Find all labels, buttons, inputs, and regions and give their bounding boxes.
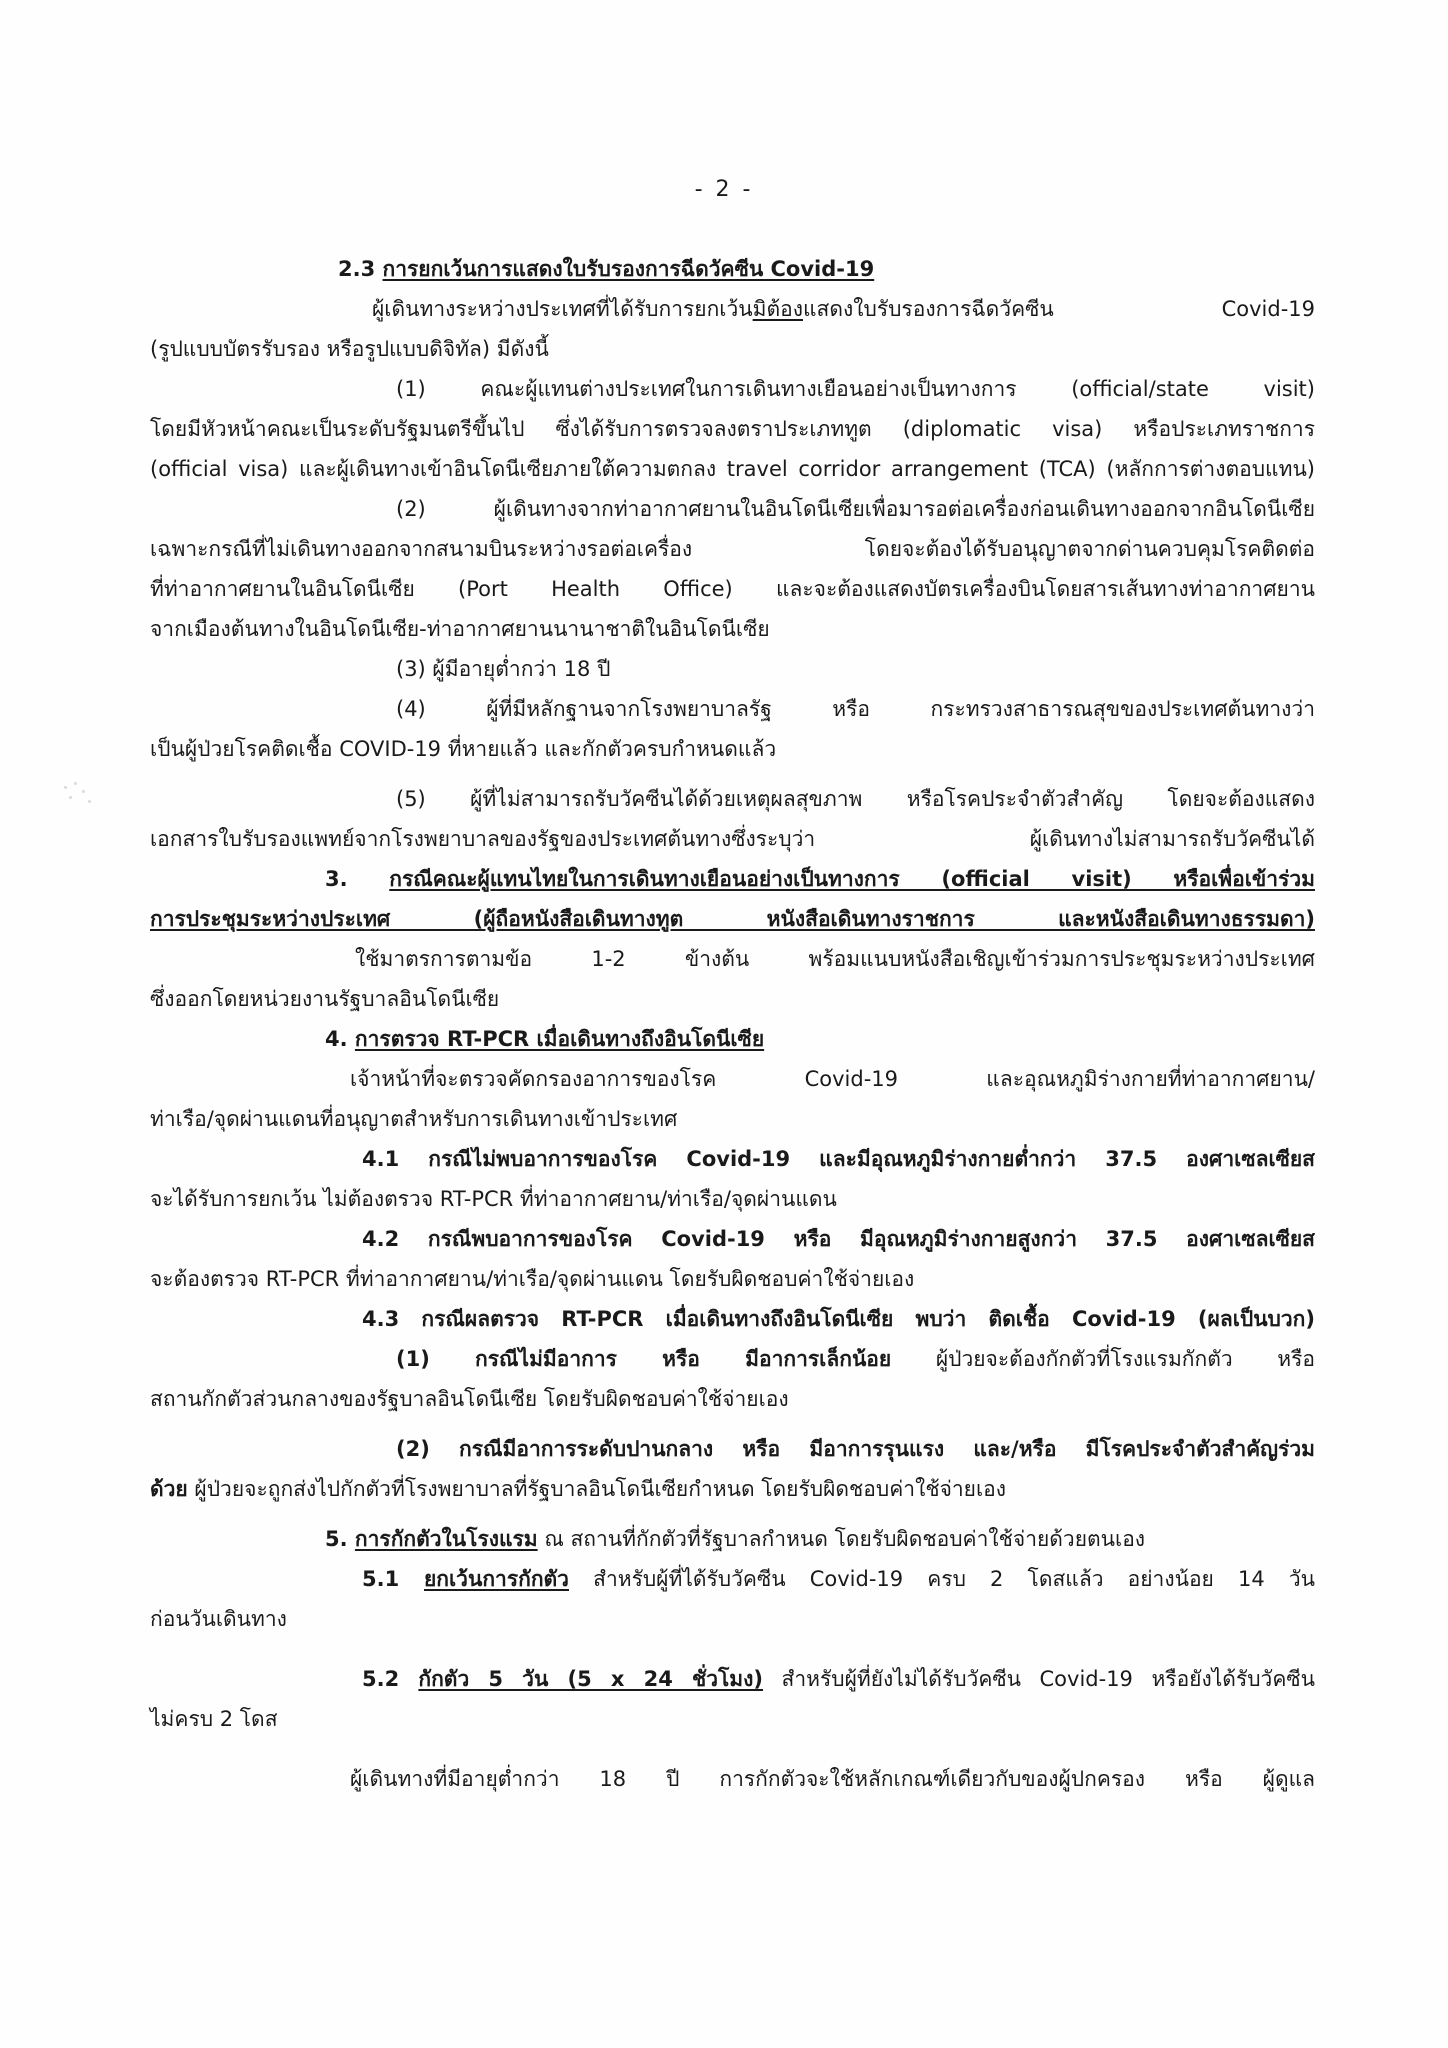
paragraph-line: ซึ่งออกโดยหน่วยงานรัฐบาลอินโดนีเซีย: [150, 987, 500, 1011]
list-item-4-line: เป็นผู้ป่วยโรคติดเชื้อ COVID-19 ที่หายแล้ว และกักตัวครบกำหนดแล้ว: [150, 737, 777, 761]
list-item-4-3-2: (2) กรณีมีอาการระดับปานกลาง หรือ มีอาการรุนแรง และ/หรือ มีโรคประจำตัวสำคัญร่วม: [396, 1437, 1315, 1461]
bold-text: ด้วย: [150, 1477, 188, 1501]
section-2-3-heading: [150, 256, 1315, 296]
document-body: [150, 256, 1315, 1806]
list-item-2-line: จากเมืองต้นทางในอินโดนีเซีย-ท่าอากาศยานนานาชาติในอินโดนีเซีย: [150, 617, 770, 641]
paragraph-line: จะต้องตรวจ RT-PCR ที่ท่าอากาศยาน/ท่าเรือ/จุดผ่านแดน โดยรับผิดชอบค่าใช้จ่ายเอง: [150, 1267, 915, 1291]
paragraph-line: ใช้มาตรการตามข้อ 1-2 ข้างต้น พร้อมแนบหนังสือเชิญเข้าร่วมการประชุมระหว่างประเทศ: [355, 947, 1315, 971]
paragraph-line: จะได้รับการยกเว้น ไม่ต้องตรวจ RT-PCR ที่ท่าอากาศยาน/ท่าเรือ/จุดผ่านแดน: [150, 1187, 837, 1211]
text-run: สำหรับผู้ที่ได้รับวัคซีน Covid-19 ครบ 2 โดสแล้ว อย่างน้อย 14 วัน: [568, 1567, 1316, 1591]
section-5-heading: [150, 1526, 1315, 1566]
section-title: กรณีคณะผู้แทนไทยในการเดินทางเยือนอย่างเป็นทางการ (official visit) หรือเพื่อเข้าร่วม: [389, 867, 1315, 891]
subsection-5-1: [150, 1566, 1315, 1606]
section-number: 5.2: [362, 1667, 419, 1691]
underlined-text: มิต้อง: [752, 297, 803, 321]
list-item-5-line: เอกสารใบรับรองแพทย์จากโรงพยาบาลของรัฐของประเทศต้นทางซึ่งระบุว่า ผู้เดินทางไม่สามารถรับวัคซีนได้: [150, 827, 1315, 851]
paragraph-line: (รูปแบบบัตรรับรอง หรือรูปแบบดิจิทัล) มีดังนี้: [150, 337, 549, 361]
text-run: ผู้ป่วยจะต้องกักตัวที่โรงแรมกักตัว หรือ: [891, 1347, 1315, 1371]
text-run: สำหรับผู้ที่ยังไม่ได้รับวัคซีน Covid-19 หรือยังได้รับวัคซีน: [763, 1667, 1315, 1691]
paragraph-line: เจ้าหน้าที่จะตรวจคัดกรองอาการของโรค Covid-19 และอุณหภูมิร่างกายที่ท่าอากาศยาน/: [350, 1067, 1315, 1091]
list-item-2-line: เฉพาะกรณีที่ไม่เดินทางออกจากสนามบินระหว่างรอต่อเครื่อง โดยจะต้องได้รับอนุญาตจากด่านควบคุมโรคติดต่อ: [150, 537, 1315, 561]
list-item-1-line: (1) คณะผู้แทนต่างประเทศในการเดินทางเยือนอย่างเป็นทางการ (official/state visit): [396, 377, 1315, 401]
section-4-heading: [150, 1026, 1315, 1066]
text-run: ณ สถานที่กักตัวที่รัฐบาลกำหนด โดยรับผิดชอบค่าใช้จ่ายด้วยตนเอง: [537, 1527, 1146, 1551]
paragraph-line: ไม่ครบ 2 โดส: [150, 1707, 278, 1731]
section-number: 5.: [325, 1527, 355, 1551]
section-number: 5.1: [362, 1567, 424, 1591]
paragraph-line: ผู้เดินทางที่มีอายุต่ำกว่า 18 ปี การกักตัวจะใช้หลักเกณฑ์เดียวกับของผู้ปกครอง หรือ ผู้ดูแล: [350, 1767, 1315, 1791]
spacer: [150, 1516, 1315, 1526]
section-title: การตรวจ RT-PCR เมื่อเดินทางถึงอินโดนีเซีย: [354, 1027, 765, 1051]
list-item-1-line: โดยมีหัวหน้าคณะเป็นระดับรัฐมนตรีขึ้นไป ซึ่งได้รับการตรวจลงตราประเภททูต (diplomatic visa) หรือประเภทราชการ: [150, 417, 1315, 441]
section-title: การประชุมระหว่างประเทศ (ผู้ถือหนังสือเดินทางทูต หนังสือเดินทางราชการ และหนังสือเดินทางธรรมดา): [150, 907, 1315, 931]
paragraph-line: [150, 296, 1315, 336]
paragraph-line: [150, 1476, 1315, 1516]
list-item-2-line: ที่ท่าอากาศยานในอินโดนีเซีย (Port Health Office) และจะต้องแสดงบัตรเครื่องบินโดยสารเส้นทางท่าอากาศยาน: [150, 577, 1315, 601]
section-3-heading-cont: [150, 906, 1315, 946]
section-title: การยกเว้นการแสดงใบรับรองการฉีดวัคซีน Covid-19: [382, 257, 875, 281]
text-run: ผู้ป่วยจะถูกส่งไปกักตัวที่โรงพยาบาลที่รัฐบาลอินโดนีเซียกำหนด โดยรับผิดชอบค่าใช้จ่ายเอง: [187, 1477, 1007, 1501]
paragraph-line: สถานกักตัวส่วนกลางของรัฐบาลอินโดนีเซีย โดยรับผิดชอบค่าใช้จ่ายเอง: [150, 1387, 789, 1411]
list-item-4-line: (4) ผู้ที่มีหลักฐานจากโรงพยาบาลรัฐ หรือ กระทรวงสาธารณสุขของประเทศต้นทางว่า: [396, 697, 1315, 721]
paragraph-line: ก่อนวันเดินทาง: [150, 1607, 287, 1631]
list-item-3: (3) ผู้มีอายุต่ำกว่า 18 ปี: [396, 657, 611, 681]
text-run: ผู้เดินทางระหว่างประเทศที่ได้รับการยกเว้น: [372, 297, 753, 321]
paragraph-line: ท่าเรือ/จุดผ่านแดนที่อนุญาตสำหรับการเดินทางเข้าประเทศ: [150, 1107, 678, 1131]
spacer: [150, 1426, 1315, 1436]
section-title: การกักตัวในโรงแรม: [354, 1527, 538, 1551]
subsection-4-3-heading: 4.3 กรณีผลตรวจ RT-PCR เมื่อเดินทางถึงอินโดนีเซีย พบว่า ติดเชื้อ Covid-19 (ผลเป็นบวก): [362, 1307, 1315, 1331]
subsection-4-1-heading: 4.1 กรณีไม่พบอาการของโรค Covid-19 และมีอุณหภูมิร่างกายต่ำกว่า 37.5 องศาเซลเซียส: [362, 1147, 1315, 1171]
spacer: [150, 1746, 1315, 1766]
subsection-4-2-heading: 4.2 กรณีพบอาการของโรค Covid-19 หรือ มีอุณหภูมิร่างกายสูงกว่า 37.5 องศาเซลเซียส: [362, 1227, 1315, 1251]
page-number: - 2 -: [694, 177, 754, 202]
spacer: [150, 1646, 1315, 1666]
section-number: 2.3: [338, 257, 383, 281]
list-item-1-line: (official visa) และผู้เดินทางเข้าอินโดนีเซียภายใต้ความตกลง travel corridor arrangement (TCA) (หลักการต่างตอบแทน): [150, 457, 1315, 481]
list-item-2-line: (2) ผู้เดินทางจากท่าอากาศยานในอินโดนีเซียเพื่อมารอต่อเครื่องก่อนเดินทางออกจากอินโดนีเซีย: [396, 497, 1315, 521]
subsection-5-2: [150, 1666, 1315, 1706]
section-number: 4.: [325, 1027, 355, 1051]
underlined-text: กักตัว 5 วัน (5 x 24 ชั่วโมง): [418, 1667, 764, 1691]
underlined-text: ยกเว้นการกักตัว: [423, 1567, 569, 1591]
text-run: แสดงใบรับรองการฉีดวัคซีน Covid-19: [802, 297, 1315, 321]
scan-speck: [60, 780, 100, 810]
section-number: 3.: [325, 867, 390, 891]
list-item-4-3-1: [150, 1346, 1315, 1386]
list-item-5-line: (5) ผู้ที่ไม่สามารถรับวัคซีนได้ด้วยเหตุผลสุขภาพ หรือโรคประจำตัวสำคัญ โดยจะต้องแสดง: [396, 787, 1315, 811]
bold-text: (1) กรณีไม่มีอาการ หรือ มีอาการเล็กน้อย: [396, 1347, 892, 1371]
spacer: [150, 776, 1315, 786]
section-3-heading: [150, 866, 1315, 906]
